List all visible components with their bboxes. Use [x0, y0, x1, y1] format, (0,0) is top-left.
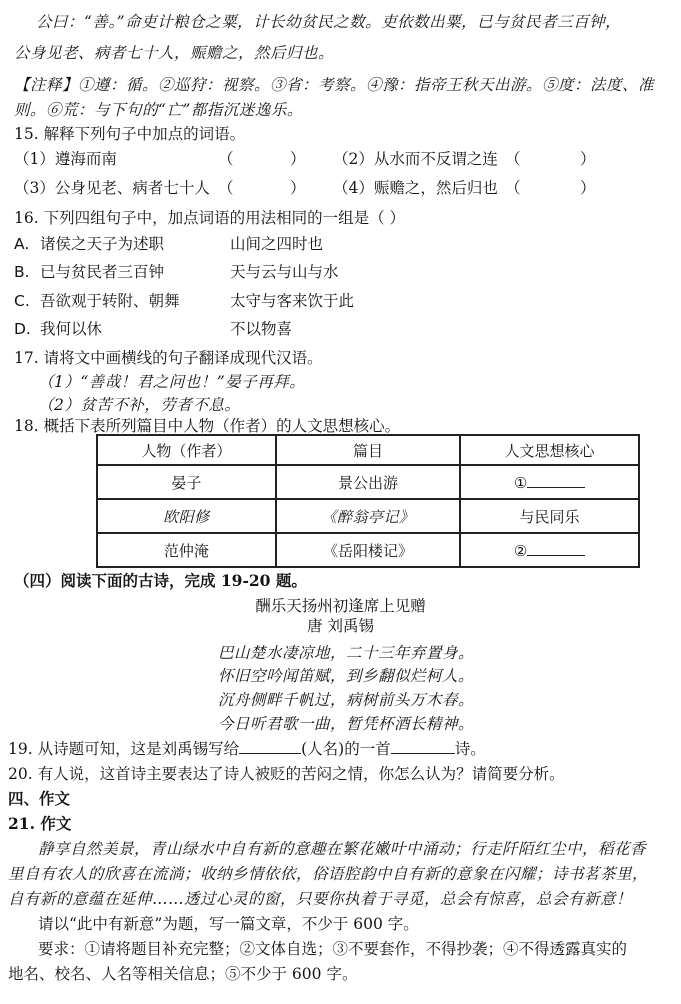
poem-author: 唐 刘禹锡: [307, 617, 374, 635]
q15-item-2: （2）从水而不反谓之连: [333, 150, 498, 168]
q19-part-1: 19. 从诗题可知，这是刘禹锡写给: [8, 740, 240, 758]
section-4-title: （四）阅读下面的古诗，完成 19-20 题。: [14, 571, 307, 590]
q18-cell-title: 景公出游: [276, 465, 460, 499]
notes-line-2: 则。⑥荒：与下句的“亡”都指沉迷逸乐。: [14, 101, 303, 119]
q15-title: 15. 解释下列句子中加点的词语。: [14, 125, 246, 143]
q18-cell-core: 与民同乐: [460, 499, 639, 533]
q18-header-person: 人物（作者）: [97, 435, 276, 465]
q18-answer-blank-1[interactable]: [527, 473, 585, 488]
q16-option-a-letter[interactable]: A.: [14, 235, 30, 253]
q15-blank-4-close: ）: [580, 179, 596, 197]
q15-blank-1-open[interactable]: （: [218, 150, 234, 168]
q17-title: 17. 请将文中画横线的句子翻译成现代汉语。: [14, 349, 323, 367]
q18-table: [96, 434, 640, 568]
q18-header-title: 篇目: [276, 435, 460, 465]
q15-blank-3-close: ）: [290, 179, 306, 197]
q18-answer-cell-1[interactable]: [460, 465, 639, 499]
q17-item-2: （2）贫苦不补，劳者不息。: [38, 396, 241, 414]
q15-blank-2-open[interactable]: （: [505, 150, 521, 168]
q18-header-core: 人文思想核心: [460, 435, 639, 465]
q16-option-b-left: 已与贫民者三百钟: [40, 263, 165, 281]
essay-section-title: 四、作文: [8, 789, 71, 808]
passage-line-1: 公曰：“善。”命吏计粮仓之粟，计长幼贫民之数。吏依数出粟，已与贫民者三百钟，: [36, 13, 622, 31]
q19-blank-genre[interactable]: [391, 739, 455, 754]
q18-cell-person: 欧阳修: [97, 499, 276, 533]
q16-option-c-letter[interactable]: C.: [14, 292, 30, 310]
q18-table-header-row: [97, 435, 639, 465]
q19-line: [8, 739, 486, 759]
q15-blank-3-open[interactable]: （: [218, 179, 234, 197]
poem-title: 酬乐天扬州初逢席上见赠: [255, 597, 426, 615]
q18-cell-title: 《醉翁亭记》: [276, 499, 460, 533]
poem-line-4: 今日听君歌一曲，暂凭杯酒长精神。: [218, 715, 475, 733]
q18-answer-cell-2[interactable]: [460, 533, 639, 567]
q18-answer-marker-1: ①: [513, 473, 528, 492]
q16-option-a-right: 山间之四时也: [230, 235, 324, 253]
poem-line-3: 沉舟侧畔千帆过，病树前头万木春。: [218, 691, 475, 709]
poem-line-1: 巴山楚水凄凉地，二十三年弃置身。: [218, 644, 475, 662]
essay-para-line-1: 静享自然美景，青山绿水中自有新的意趣在繁花嫩叶中涌动；行走阡陌红尘中，稻花香: [38, 840, 647, 858]
essay-para-line-3: 自有新的意蕴在延伸……透过心灵的窗，只要你执着于寻觅，总会有惊喜，总会有新意！: [8, 890, 633, 908]
q15-item-4: （4）赈赡之，然后归也: [333, 179, 498, 197]
notes-line-1: 【注释】①遵：循。②巡狩：视察。③省：考察。④豫：指帝王秋天出游。⑤度：法度、准: [14, 76, 655, 94]
q19-part-3: 诗。: [454, 740, 486, 758]
q17-item-1: （1）“善哉！君之问也！”晏子再拜。: [38, 373, 306, 391]
q16-option-d-letter[interactable]: D.: [14, 320, 31, 338]
essay-para-line-2: 里自有农人的欣喜在流淌；收纳乡情依依，俗语腔韵中自有新的意象在闪耀；诗书茗茶里，: [8, 865, 649, 883]
q15-blank-4-open[interactable]: （: [505, 179, 521, 197]
q15-blank-1-close: ）: [290, 150, 306, 168]
q18-cell-person: 范仲淹: [97, 533, 276, 567]
essay-number: 21. 作文: [8, 814, 72, 833]
q18-answer-marker-2: ②: [513, 541, 528, 560]
table-row: [97, 465, 639, 499]
q16-option-c-left: 吾欲观于转附、朝舞: [40, 292, 180, 310]
q16-option-a-left: 诸侯之天子为述职: [40, 235, 165, 253]
passage-line-2: 公身见老、病者七十人，赈赡之，然后归也。: [14, 44, 335, 62]
q15-item-1: （1）遵海而南: [14, 150, 117, 168]
q15-item-3: （3）公身见老、病者七十人: [14, 179, 210, 197]
essay-prompt: 请以“此中有新意”为题，写一篇文章，不少于 600 字。: [38, 915, 419, 933]
poem-line-2: 怀旧空吟闻笛赋，到乡翻似烂柯人。: [218, 667, 475, 685]
essay-requirements-line-2: 地名、校名、人名等相关信息；⑤不少于 600 字。: [8, 965, 358, 983]
q15-blank-2-close: ）: [580, 150, 596, 168]
essay-requirements-line-1: 要求：①请将题目补充完整；②文体自选；③不要套作，不得抄袭；④不得透露真实的: [38, 940, 628, 958]
q16-option-d-right: 不以物喜: [230, 320, 293, 338]
q18-cell-title: 《岳阳楼记》: [276, 533, 460, 567]
q16-option-c-right: 太守与客来饮于此: [230, 292, 355, 310]
q20-text: 20. 有人说，这首诗主要表达了诗人被贬的苦闷之情，你怎么认为？请简要分析。: [8, 765, 565, 783]
q19-blank-name[interactable]: [239, 739, 301, 754]
q16-option-b-right: 天与云与山与水: [230, 263, 339, 281]
q18-cell-person: 晏子: [97, 465, 276, 499]
q19-part-2: (人名)的一首: [301, 740, 391, 758]
q16-title: 16. 下列四组句子中，加点词语的用法相同的一组是（ ）: [14, 209, 406, 227]
q16-option-d-left: 我何以休: [40, 320, 103, 338]
q18-answer-blank-2[interactable]: [527, 541, 585, 556]
q16-option-b-letter[interactable]: B.: [14, 263, 30, 281]
q18-title: 18. 概括下表所列篇目中人物（作者）的人文思想核心。: [14, 417, 401, 435]
table-row: [97, 499, 639, 533]
table-row: [97, 533, 639, 567]
